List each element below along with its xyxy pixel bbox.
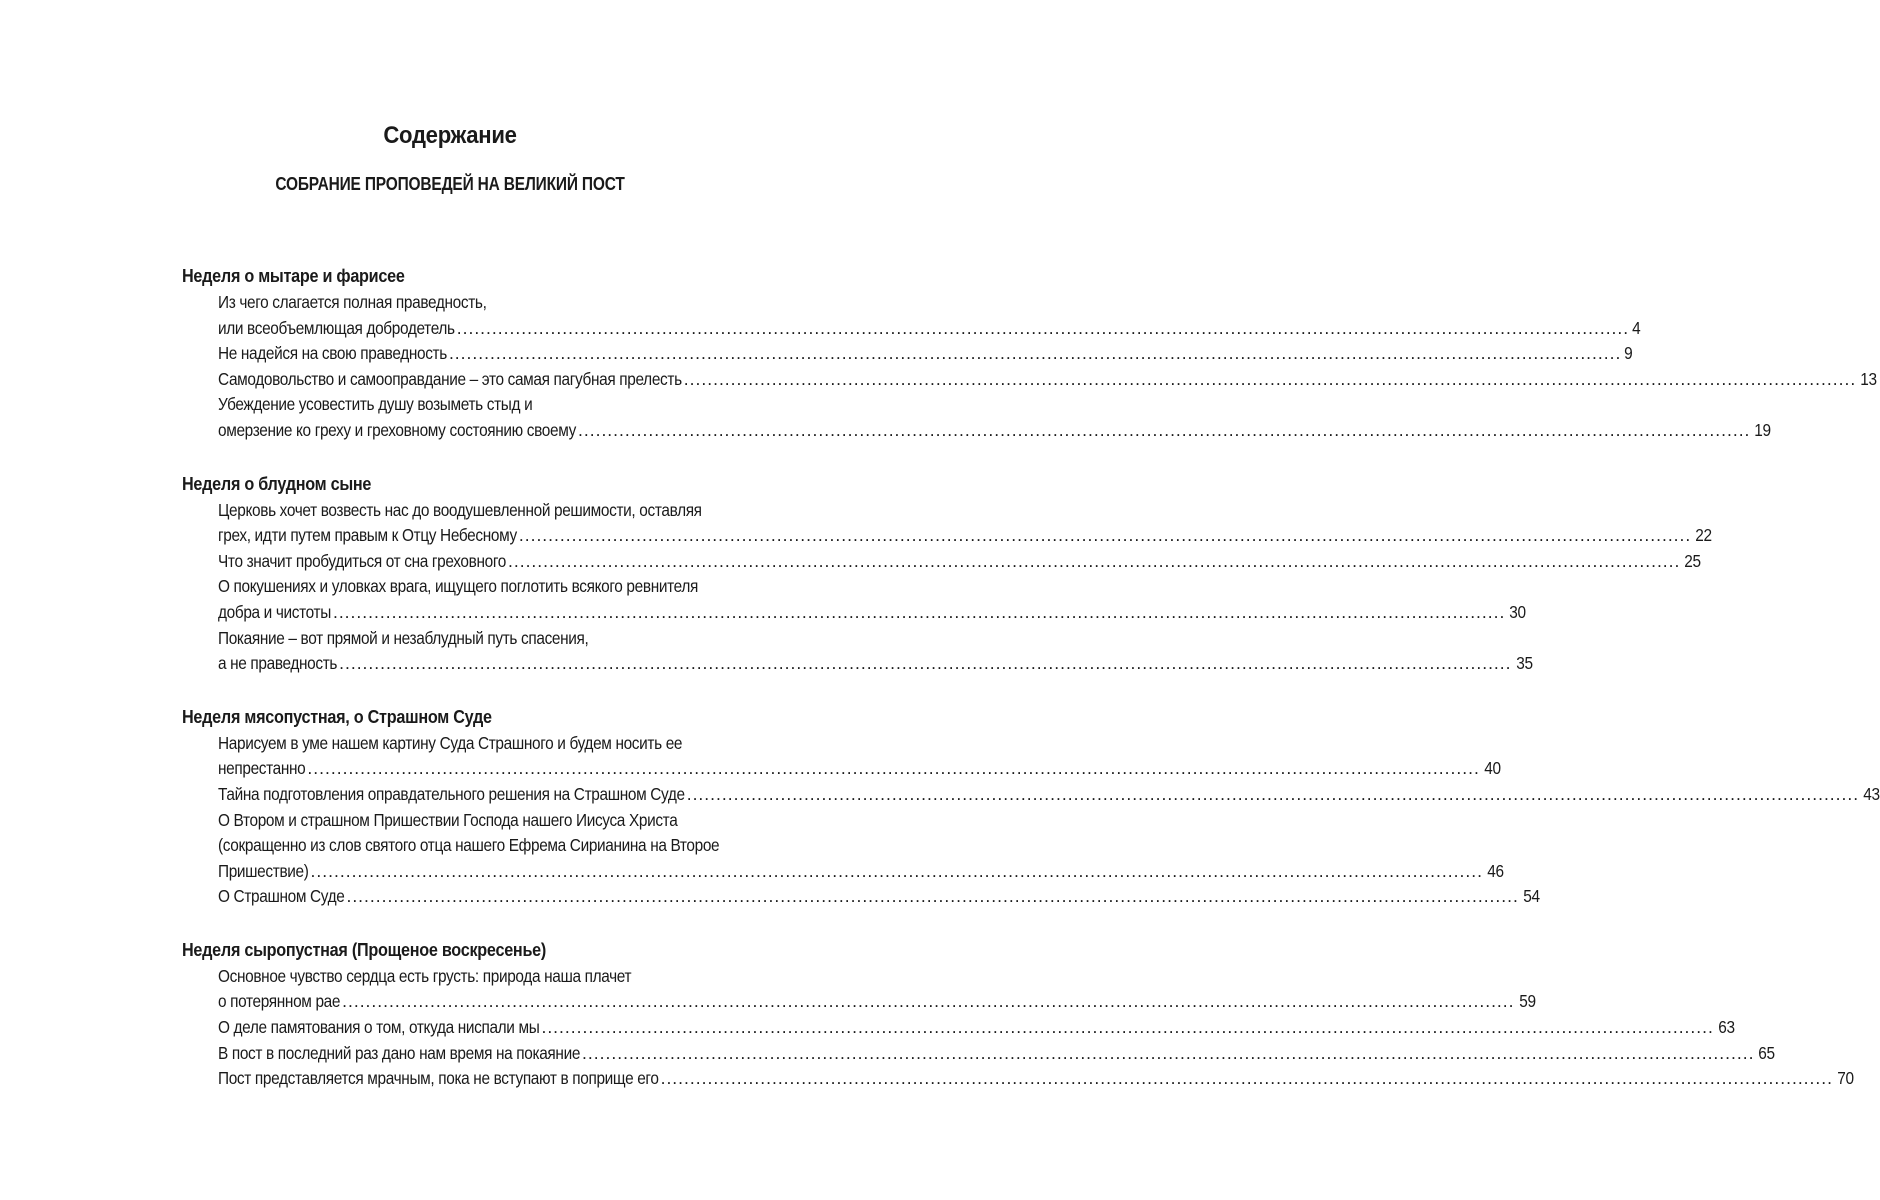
dot-leader: ........................................................................................................................................................................................................ [518,525,1692,546]
entry-last-line [218,884,1540,910]
entry-title-text: О деле памятования о том, откуда ниспали мы [218,1017,540,1038]
page-number: 9 [1624,343,1633,364]
toc-section [182,936,1854,1092]
toc-entry[interactable] [182,1041,1776,1067]
entry-title-text: непрестанно [218,758,306,779]
dot-leader: ........................................................................................................................................................................................................ [332,601,1506,622]
dot-leader: ........................................................................................................................................................................................................ [456,317,1630,338]
entry-title-text: О Страшном Суде [218,886,345,907]
entry-last-line [218,756,1501,782]
section-title: Неделя мясопустная, о Страшном Суде [182,706,492,727]
entry-last-line [218,989,1536,1015]
entry-title-line: Покаяние – вот прямой и незаблудный путь спасения, [218,627,589,648]
dot-leader: ........................................................................................................................................................................................................ [342,991,1515,1012]
entry-last-line [218,1041,1776,1067]
entry-title-line: Основное чувство сердца есть грусть: природа наша плачет [218,965,632,986]
dot-leader: ........................................................................................................................................................................................................ [686,783,1860,804]
page-title: Содержание [383,122,517,149]
page-number: 13 [1860,368,1877,389]
entry-last-line [218,782,1880,808]
entry-last-line [218,341,1633,367]
entry-title-text: Что значит пробудиться от сна греховного [218,550,506,571]
toc-entry[interactable] [182,964,1536,1015]
entry-title-line: О покушениях и уловках врага, ищущего поглотить всякого ревнителя [218,576,698,597]
page-number: 46 [1487,860,1504,881]
page-number: 4 [1632,317,1641,338]
toc-section [182,703,1880,910]
section-title: Неделя о мытаре и фарисее [182,266,405,286]
entry-last-line [218,1066,1854,1092]
dot-leader: ........................................................................................................................................................................................................ [448,343,1622,364]
entry-title-text: или всеобъемлющая добродетель [218,317,455,338]
dot-leader: ........................................................................................................................................................................................................ [307,758,1480,779]
entry-last-line [218,600,1527,626]
entry-title-line: Из чего слагается полная праведность, [218,292,487,312]
page-number: 30 [1509,601,1527,622]
entry-last-line [218,549,1702,575]
entry-title-text: Тайна подготовления оправдательного решения на Страшном Суде [218,783,685,804]
dot-leader: ........................................................................................................................................................................................................ [346,886,1519,907]
dot-leader: ........................................................................................................................................................................................................ [339,653,1512,674]
entry-title-line: Убеждение усовестить душу возыметь стыд и [218,394,533,415]
entry-last-line [218,1015,1735,1041]
entry-last-line [218,859,1504,885]
page-number: 54 [1523,886,1540,907]
page-number: 59 [1518,991,1536,1012]
entry-title-line: (сокращенно из слов святого отца нашего Ефрема Сирианина на Второе [218,835,720,856]
toc-entry[interactable] [182,1015,1735,1041]
dot-leader: ........................................................................................................................................................................................................ [582,1042,1755,1063]
toc-entry[interactable] [182,498,1712,549]
toc-entry[interactable] [182,290,1641,341]
dot-leader: ........................................................................................................................................................................................................ [578,419,1751,440]
dot-leader: ........................................................................................................................................................................................................ [541,1017,1714,1038]
entry-title-text: Пост представляется мрачным, пока не вступают в поприще его [218,1068,659,1089]
toc-entry[interactable] [182,574,1527,625]
entry-title-text: о потерянном рае [218,991,341,1012]
page-number: 19 [1754,419,1772,440]
toc-entry[interactable] [182,549,1702,575]
page-number: 70 [1837,1068,1854,1089]
section-title: Неделя о блудном сыне [182,473,372,494]
entry-title-line: Нарисуем в уме нашем картину Суда Страшного и будем носить ее [218,732,683,753]
page-number: 22 [1695,525,1712,546]
toc-entry[interactable] [182,884,1540,910]
toc-entry[interactable] [182,808,1504,885]
table-of-contents [182,262,1880,1118]
entry-title-line: Церковь хочет возвесть нас до воодушевленной решимости, оставляя [218,499,702,520]
entry-title-text: Пришествие) [218,860,309,881]
entry-last-line [218,651,1533,677]
entry-title-text: В пост в последний раз дано нам время на покаяние [218,1042,581,1063]
toc-entry[interactable] [182,1066,1854,1092]
page-number: 35 [1515,653,1533,674]
page-number: 40 [1484,758,1501,779]
page-number: 25 [1684,550,1702,571]
page-number: 43 [1863,783,1880,804]
section-title: Неделя сыропустная (Прощеное воскресенье) [182,939,547,960]
entry-title-text: а не праведность [218,653,338,674]
entry-last-line [218,367,1877,393]
entry-last-line [218,523,1712,549]
entry-title-text: грех, идти путем правым к Отцу Небесному [218,525,517,546]
dot-leader: ........................................................................................................................................................................................................ [683,368,1857,389]
toc-entry[interactable] [182,392,1772,443]
toc-section [182,470,1712,677]
toc-entry[interactable] [182,731,1501,782]
entry-title-text: добра и чистоты [218,601,331,622]
toc-section [182,262,1877,444]
entry-title-text: Самодовольство и самооправдание – это самая пагубная прелесть [218,368,682,389]
toc-entry[interactable] [182,341,1633,367]
entry-title-text: омерзение ко греху и греховному состоянию своему [218,419,576,440]
entry-last-line [218,316,1641,342]
page-number: 65 [1758,1042,1776,1063]
page-number: 63 [1718,1017,1735,1038]
page-subtitle: СОБРАНИЕ ПРОПОВЕДЕЙ НА ВЕЛИКИЙ ПОСТ [275,174,625,194]
dot-leader: ........................................................................................................................................................................................................ [310,860,1483,881]
entry-last-line [218,418,1772,444]
dot-leader: ........................................................................................................................................................................................................ [507,550,1681,571]
toc-entry[interactable] [182,782,1880,808]
dot-leader: ........................................................................................................................................................................................................ [660,1068,1833,1089]
toc-entry[interactable] [182,367,1877,393]
entry-title-text: Не надейся на свою праведность [218,343,447,364]
entry-title-line: О Втором и страшном Пришествии Господа нашего Иисуса Христа [218,809,678,830]
toc-entry[interactable] [182,626,1533,677]
